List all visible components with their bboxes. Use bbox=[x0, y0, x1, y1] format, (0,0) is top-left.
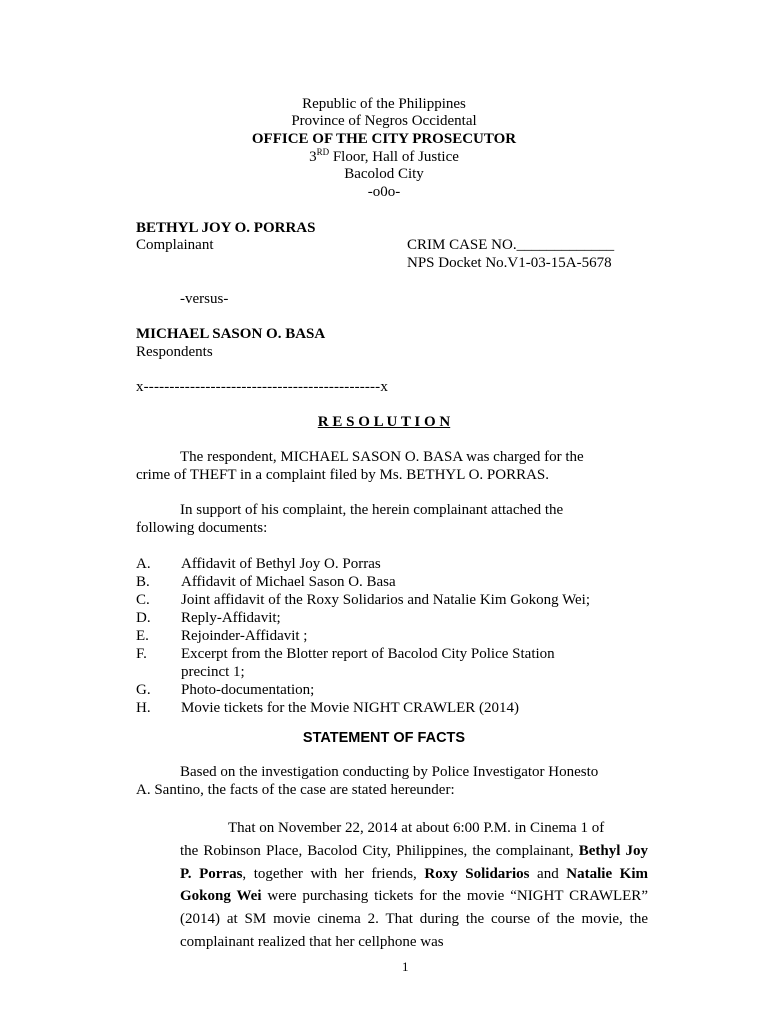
list-item bbox=[136, 681, 656, 699]
list-item bbox=[136, 573, 656, 591]
intro-line-1: The respondent, MICHAEL SASON O. BASA was charged for the bbox=[180, 449, 584, 465]
documents-list bbox=[136, 555, 656, 717]
intro-line-2: crime of THEFT in a complaint filed by Ms. BETHYL O. PORRAS. bbox=[136, 467, 550, 483]
facts-text-b: , together with her friends, bbox=[242, 865, 425, 882]
header-city: Bacolod City bbox=[344, 166, 424, 182]
list-marker: F. bbox=[136, 646, 147, 662]
list-marker: H. bbox=[136, 700, 151, 716]
floor-text: Floor, Hall of Justice bbox=[329, 149, 459, 165]
list-item-text: Joint affidavit of the Roxy Solidarios and Natalie Kim Gokong Wei; bbox=[181, 592, 591, 608]
support-line-2: following documents: bbox=[136, 520, 268, 536]
facts-text-c: and bbox=[529, 865, 559, 882]
facts-based-line-1: Based on the investigation conducting by Police Investigator Honesto bbox=[180, 764, 599, 780]
facts-heading: STATEMENT OF FACTS bbox=[302, 730, 466, 746]
list-item bbox=[136, 591, 656, 609]
crim-case-number: CRIM CASE NO._____________ bbox=[407, 237, 615, 253]
floor-number: 3 bbox=[309, 149, 317, 165]
facts-name-friend-2: Natalie Kim Gokong Wei bbox=[180, 865, 649, 905]
list-item-text: Reply-Affidavit; bbox=[181, 610, 281, 626]
nps-docket-number: NPS Docket No.V1-03-15A-5678 bbox=[407, 255, 612, 271]
list-item-text: precinct 1; bbox=[181, 664, 245, 680]
list-item-text: Excerpt from the Blotter report of Bacolod City Police Station bbox=[181, 646, 555, 662]
complainant-name: BETHYL JOY O. PORRAS bbox=[136, 220, 316, 236]
list-item-text: Rejoinder-Affidavit ; bbox=[181, 628, 308, 644]
header-republic: Republic of the Philippines bbox=[302, 96, 466, 112]
header-province: Province of Negros Occidental bbox=[291, 113, 477, 129]
respondent-name: MICHAEL SASON O. BASA bbox=[136, 326, 326, 342]
facts-text-a: the Robinson Place, Bacolod City, Philippines, the complainant, bbox=[180, 842, 574, 859]
facts-based-line-2: A. Santino, the facts of the case are stated hereunder: bbox=[136, 782, 455, 798]
list-item-text: Affidavit of Bethyl Joy O. Porras bbox=[181, 556, 381, 572]
list-marker: D. bbox=[136, 610, 151, 626]
list-marker: E. bbox=[136, 628, 149, 644]
list-marker: B. bbox=[136, 574, 150, 590]
facts-name-friend-1: Roxy Solidarios bbox=[424, 865, 530, 882]
facts-paragraph bbox=[180, 817, 648, 954]
facts-paragraph-first-line: That on November 22, 2014 at about 6:00 P.M. in Cinema 1 of bbox=[228, 820, 605, 836]
page-number: 1 bbox=[402, 959, 409, 974]
floor-superscript: RD bbox=[316, 147, 330, 157]
list-item-text: Photo-documentation; bbox=[181, 682, 315, 698]
support-line-1: In support of his complaint, the herein complainant attached the bbox=[180, 502, 564, 518]
facts-name-complainant: Bethyl Joy P. Porras bbox=[180, 842, 648, 882]
list-item-text: Affidavit of Michael Sason O. Basa bbox=[181, 574, 396, 590]
list-marker: G. bbox=[136, 682, 151, 698]
list-item bbox=[136, 645, 656, 663]
header-ornament: -o0o- bbox=[367, 184, 401, 200]
versus-text: -versus- bbox=[180, 291, 229, 307]
list-marker: A. bbox=[136, 556, 151, 572]
complainant-label: Complainant bbox=[136, 237, 214, 253]
header-floor bbox=[0, 148, 768, 166]
facts-text-d: were purchasing tickets for the movie “NIGHT CRAWLER” (2014) at SM movie cinema 2. That during the course of the movie, the complainant realized that her cellphone was bbox=[180, 888, 648, 950]
caption-separator: x----------------------------------------------x bbox=[136, 379, 388, 395]
list-item bbox=[136, 699, 656, 717]
list-item bbox=[136, 609, 656, 627]
list-item bbox=[136, 663, 656, 681]
list-item bbox=[136, 627, 656, 645]
list-item-text: Movie tickets for the Movie NIGHT CRAWLER (2014) bbox=[181, 700, 520, 716]
header-office: OFFICE OF THE CITY PROSECUTOR bbox=[251, 131, 517, 147]
document-title: R E S O L U T I O N bbox=[317, 414, 451, 430]
list-marker: C. bbox=[136, 592, 150, 608]
respondent-label: Respondents bbox=[136, 344, 213, 360]
list-item bbox=[136, 555, 656, 573]
